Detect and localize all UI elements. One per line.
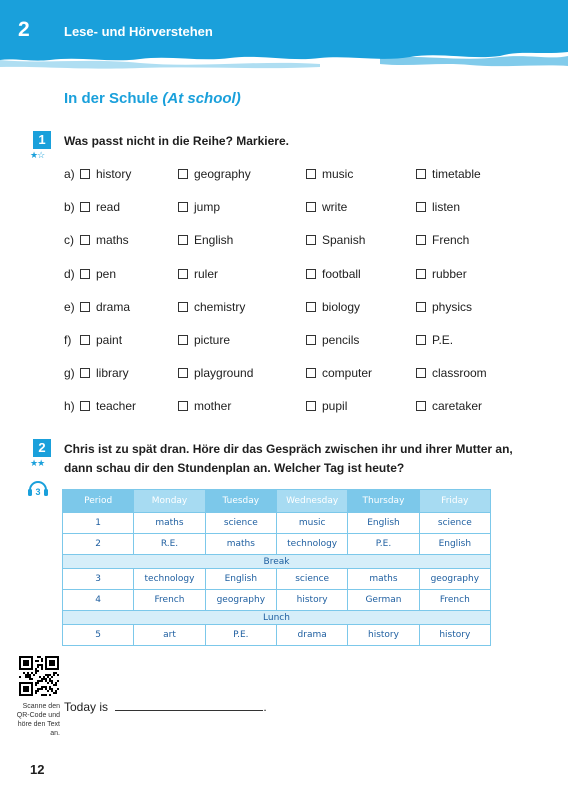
checkbox[interactable] [178, 302, 188, 312]
qr-code[interactable] [19, 656, 59, 696]
period-number: 5 [63, 625, 134, 646]
option-label: chemistry [194, 299, 246, 314]
option-label: drama [96, 299, 131, 314]
option-label: pencils [322, 333, 360, 347]
choice-option [178, 333, 230, 347]
choice-option [80, 200, 120, 214]
row-letter: g) [64, 366, 75, 381]
task-1-instruction: Was passt nicht in die Reihe? Markiere. [64, 134, 289, 148]
checkbox[interactable] [178, 169, 188, 179]
subject-cell: geography [419, 569, 490, 590]
row-letter: d) [64, 266, 75, 281]
timetable-header-cell: Thursday [348, 490, 419, 513]
task-2-difficulty-stars: ★★ [30, 458, 45, 468]
subject-cell: maths [205, 534, 276, 555]
period-number: 2 [63, 534, 134, 555]
subject-cell: technology [276, 534, 347, 555]
choice-option [80, 333, 122, 347]
checkbox[interactable] [306, 269, 316, 279]
option-label: pen [96, 266, 117, 281]
audio-track-number: 3 [35, 487, 41, 497]
subject-cell: maths [348, 569, 419, 590]
timetable-header-cell: Period [63, 490, 134, 513]
choice-option [416, 233, 469, 247]
timetable-row [63, 513, 491, 534]
option-label: pupil [322, 399, 348, 414]
choice-option [178, 200, 220, 214]
option-label: football [322, 266, 361, 281]
option-label: P.E. [432, 333, 454, 347]
choice-option [306, 233, 365, 247]
section-subtitle: (At school) [162, 90, 241, 107]
checkbox[interactable] [306, 202, 316, 212]
option-label: library [96, 366, 129, 381]
option-label: maths [96, 233, 129, 248]
subject-cell: English [205, 569, 276, 590]
choice-option [306, 267, 361, 281]
task-2-instruction: Chris ist zu spät dran. Höre dir das Gespräch zwischen ihr und ihrer Mutter an, dann schau dir den Stundenplan an. Welcher Tag ist heute? [64, 442, 513, 475]
subject-cell: geography [205, 590, 276, 611]
option-label: ruler [194, 266, 219, 281]
checkbox[interactable] [178, 368, 188, 378]
subject-cell: German [348, 590, 419, 611]
period-number: 3 [63, 569, 134, 590]
timetable [62, 489, 491, 646]
subject-cell: maths [134, 513, 205, 534]
choice-option [178, 167, 251, 181]
choice-option [416, 399, 482, 413]
checkbox[interactable] [416, 169, 426, 179]
answer-line [64, 699, 267, 714]
subject-cell: P.E. [205, 625, 276, 646]
checkbox[interactable] [306, 401, 316, 411]
subject-cell: science [276, 569, 347, 590]
option-label: history [96, 167, 132, 181]
row-letter: f) [64, 333, 72, 347]
subject-cell: R.E. [134, 534, 205, 555]
choice-option [416, 366, 487, 380]
timetable-header-cell: Wednesday [276, 490, 347, 513]
row-letter: h) [64, 399, 75, 414]
checkbox[interactable] [416, 302, 426, 312]
choice-option [178, 366, 253, 380]
option-label: teacher [96, 399, 137, 414]
subject-cell: P.E. [348, 534, 419, 555]
task-2-badge: 2 [33, 439, 51, 457]
subject-cell: English [419, 534, 490, 555]
option-label: write [322, 200, 348, 215]
choice-option [178, 233, 233, 247]
checkbox[interactable] [80, 235, 90, 245]
answer-prompt: Today is [64, 700, 109, 714]
checkbox[interactable] [306, 302, 316, 312]
checkbox[interactable] [306, 335, 316, 345]
headphones-icon [27, 478, 49, 498]
option-label: Spanish [322, 233, 366, 248]
timetable-header-cell: Friday [419, 490, 490, 513]
choice-option [306, 167, 353, 181]
choice-option [80, 167, 131, 181]
option-label: geography [194, 167, 251, 181]
option-label: rubber [432, 266, 467, 281]
timetable-row [63, 569, 491, 590]
checkbox[interactable] [80, 302, 90, 312]
timetable-break-row [63, 611, 491, 625]
checkbox[interactable] [80, 401, 90, 411]
subject-cell: history [348, 625, 419, 646]
option-label: computer [322, 366, 373, 381]
option-label: French [432, 233, 470, 248]
timetable-row [63, 625, 491, 646]
option-label: biology [322, 299, 361, 314]
choice-option [416, 300, 472, 314]
option-label: caretaker [432, 399, 483, 414]
timetable-header-cell: Monday [134, 490, 205, 513]
option-label: timetable [432, 167, 481, 181]
choice-option [178, 267, 218, 281]
option-label: paint [96, 333, 123, 347]
timetable-row [63, 590, 491, 611]
option-label: physics [432, 299, 473, 314]
choice-option [80, 233, 129, 247]
section-title-text: In der Schule [64, 90, 159, 107]
choice-option [416, 167, 481, 181]
checkbox[interactable] [416, 269, 426, 279]
checkbox[interactable] [178, 269, 188, 279]
period-number: 4 [63, 590, 134, 611]
checkbox[interactable] [306, 368, 316, 378]
row-letter: c) [64, 233, 74, 248]
row-letter: b) [64, 200, 75, 215]
page-number: 12 [30, 762, 45, 777]
option-label: mother [194, 399, 232, 414]
checkbox[interactable] [416, 335, 426, 345]
checkbox[interactable] [416, 202, 426, 212]
checkbox[interactable] [80, 335, 90, 345]
answer-blank[interactable] [115, 699, 263, 711]
choice-option [80, 366, 129, 380]
section-title [64, 90, 241, 107]
checkbox[interactable] [416, 368, 426, 378]
timetable-break-row [63, 555, 491, 569]
period-number: 1 [63, 513, 134, 534]
choice-option [80, 399, 136, 413]
subject-cell: history [276, 590, 347, 611]
checkbox[interactable] [80, 202, 90, 212]
chapter-title: Lese- und Hörverstehen [64, 24, 213, 39]
subject-cell: science [205, 513, 276, 534]
subject-cell: French [134, 590, 205, 611]
choice-option [80, 267, 116, 281]
qr-caption: Scanne den QR-Code und höre den Text an. [16, 703, 60, 737]
checkbox[interactable] [178, 401, 188, 411]
checkbox[interactable] [416, 401, 426, 411]
choice-option [178, 300, 245, 314]
timetable-row [63, 534, 491, 555]
choice-option [306, 333, 359, 347]
timetable-header-cell: Tuesday [205, 490, 276, 513]
checkbox[interactable] [80, 368, 90, 378]
break-label: Lunch [63, 611, 491, 625]
break-label: Break [63, 555, 491, 569]
choice-option [416, 200, 460, 214]
subject-cell: music [276, 513, 347, 534]
option-label: read [96, 200, 121, 215]
checkbox[interactable] [416, 235, 426, 245]
task-1-difficulty-stars: ★☆ [30, 150, 45, 160]
option-label: listen [432, 200, 461, 215]
subject-cell: drama [276, 625, 347, 646]
choice-option [306, 200, 347, 214]
answer-end: . [263, 700, 267, 714]
choice-option [80, 300, 130, 314]
option-label: classroom [432, 366, 487, 381]
subject-cell: technology [134, 569, 205, 590]
chapter-number: 2 [18, 18, 30, 41]
subject-cell: science [419, 513, 490, 534]
option-label: jump [194, 200, 221, 215]
choice-option [306, 300, 360, 314]
subject-cell: art [134, 625, 205, 646]
row-letter: a) [64, 167, 75, 181]
option-label: picture [194, 333, 231, 347]
checkbox[interactable] [178, 335, 188, 345]
checkbox[interactable] [306, 235, 316, 245]
checkbox[interactable] [178, 202, 188, 212]
subject-cell: English [348, 513, 419, 534]
choice-option [306, 366, 372, 380]
choice-option [416, 267, 467, 281]
checkbox[interactable] [178, 235, 188, 245]
choice-option [416, 333, 453, 347]
option-label: music [322, 167, 354, 181]
checkbox[interactable] [80, 169, 90, 179]
subject-cell: French [419, 590, 490, 611]
choice-option [306, 399, 347, 413]
option-label: English [194, 233, 234, 248]
timetable-header-row [63, 490, 491, 513]
task-1-badge: 1 [33, 131, 51, 149]
choice-option [178, 399, 231, 413]
checkbox[interactable] [80, 269, 90, 279]
subject-cell: history [419, 625, 490, 646]
checkbox[interactable] [306, 169, 316, 179]
option-label: playground [194, 366, 254, 381]
row-letter: e) [64, 299, 75, 314]
